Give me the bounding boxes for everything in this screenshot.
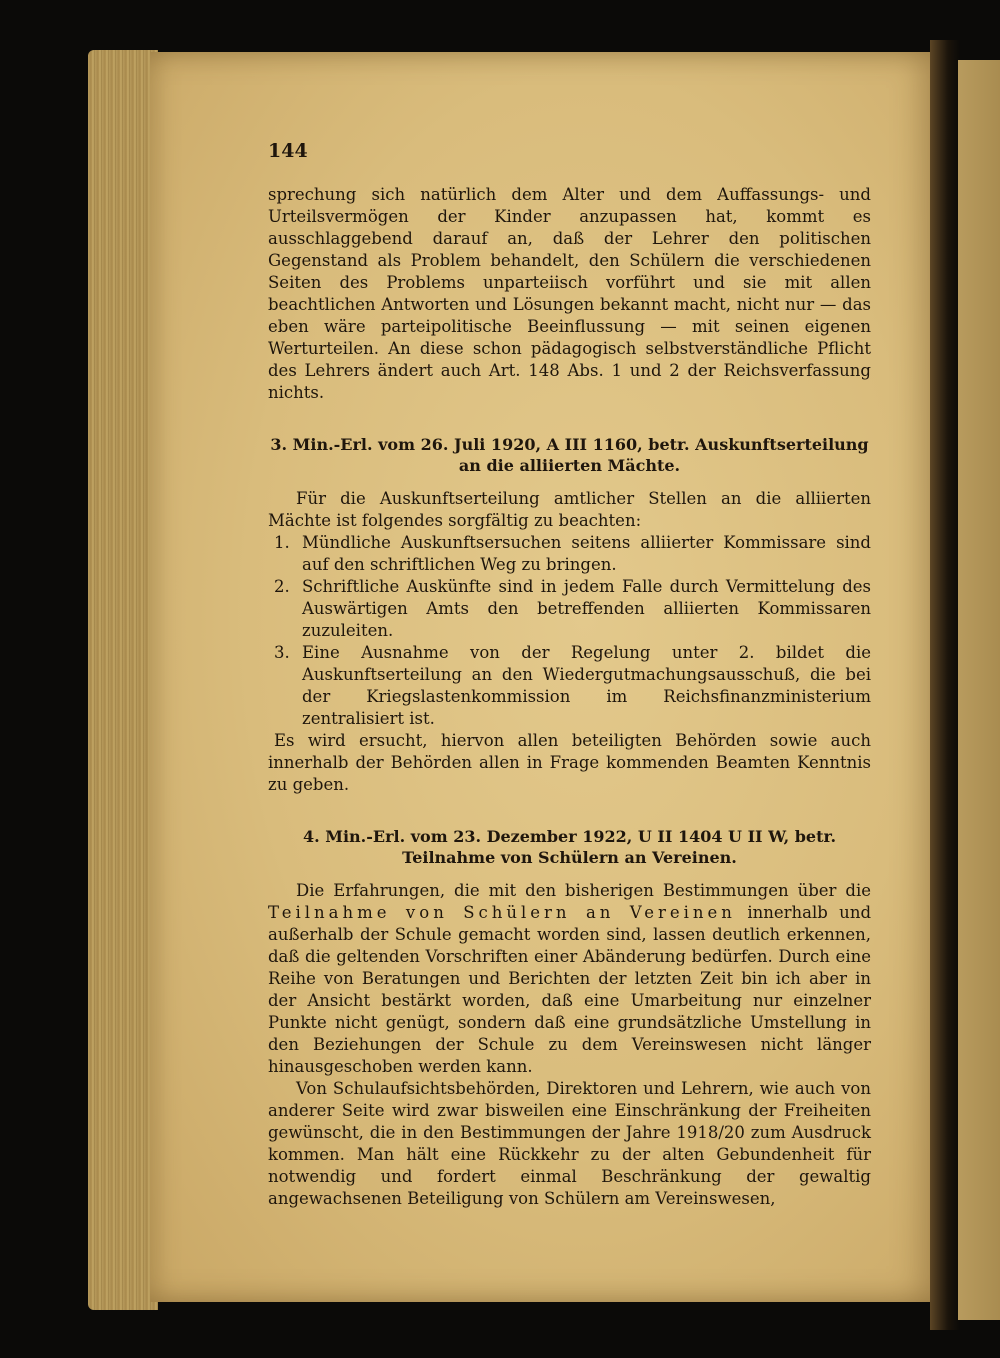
- list-item: [268, 532, 871, 576]
- section-3-intro: Für die Auskunftserteilung amtlicher Stellen an die alliierten Mächte ist folgendes sorgfältig zu beachten:: [268, 489, 871, 530]
- para1-rest: innerhalb und außerhalb der Schule gemacht worden sind, lassen deutlich erkennen, daß die geltenden Vorschriften einer Abänderung bedürfen. Durch eine Reihe von Beratungen und Berichten der letzten Zeit bin ich aber in der Ansicht bestärkt worden, daß eine Umarbeitung nur einzelner Punkte nicht genügt, sondern daß eine grundsätzliche Umstellung in den Beziehungen der Schule zu dem Vereinswesen nicht länger hinausgeschoben werden kann.: [268, 903, 872, 1076]
- section-4-paragraph-1: [268, 880, 871, 1078]
- section-3-heading: 3. Min.-Erl. vom 26. Juli 1920, A III 1160, betr. Auskunftserteilung an die alliierten Mächte.: [270, 435, 869, 475]
- section-4-paragraph-2: Von Schulaufsichtsbehörden, Direktoren und Lehrern, wie auch von anderer Seite wird zwar bisweilen eine Einschränkung der Freiheiten gewünscht, die in den Bestimmungen der Jahre 1918/20 zum Ausdruck kommen. Man hält eine Rückkehr zu der alten Gebundenheit für notwendig und fordert einmal Beschränkung der gewaltig angewachsenen Beteiligung von Schülern am Vereinswesen,: [268, 1079, 871, 1208]
- para1-start: Die Erfahrungen, die mit den bisherigen Bestimmungen über die: [296, 881, 871, 900]
- para1-spaced-phrase: Teilnahme von Schülern an Vereinen: [268, 903, 736, 922]
- page-text: [268, 140, 871, 1210]
- list-item-text: Mündliche Auskunftsersuchen seitens alliierter Kommissare sind auf den schriftlichen Weg zu bringen.: [302, 533, 871, 574]
- book-gutter: [930, 40, 960, 1330]
- list-item-number: 3.: [274, 643, 290, 662]
- list-item: [268, 642, 871, 730]
- list-item: [268, 576, 871, 642]
- list-item-number: 2.: [274, 577, 290, 596]
- list-item-text: Schriftliche Auskünfte sind in jedem Falle durch Vermittelung des Auswärtigen Amts den betreffenden alliierten Kommissaren zuzuleiten.: [302, 577, 871, 640]
- page-number: 144: [268, 140, 308, 162]
- page-edges: [88, 50, 158, 1310]
- list-item-number: 1.: [274, 533, 290, 552]
- section-2-end-paragraph: sprechung sich natürlich dem Alter und dem Auffassungs- und Urteilsvermögen der Kinder anzupassen hat, kommt es ausschlaggebend darauf an, daß der Lehrer den politischen Gegenstand als Problem behandelt, den Schülern die verschiedenen Seiten des Problems unparteiisch vorführt und sie mit allen beachtlichen Antworten und Lösungen bekannt macht, nicht nur — das eben wäre parteipolitische Beeinflussung — mit seinen eigenen Werturteilen. An diese schon pädagogisch selbstverständliche Pflicht des Lehrers ändert auch Art. 148 Abs. 1 und 2 der Reichsverfassung nichts.: [268, 185, 871, 402]
- section-3-closing: Es wird ersucht, hiervon allen beteiligten Behörden sowie auch innerhalb der Behörden allen in Frage kommenden Beamten Kenntnis zu geben.: [268, 731, 871, 794]
- section-4-heading: 4. Min.-Erl. vom 23. Dezember 1922, U II 1404 U II W, betr. Teilnahme von Schülern an Vereinen.: [302, 827, 837, 867]
- list-item-text: Eine Ausnahme von der Regelung unter 2. bildet die Auskunftserteilung an den Wiedergutmachungsausschuß, die bei der Kriegslastenkommission im Reichsfinanzministerium zentralisiert ist.: [302, 643, 871, 728]
- facing-page-edge: [958, 60, 1000, 1320]
